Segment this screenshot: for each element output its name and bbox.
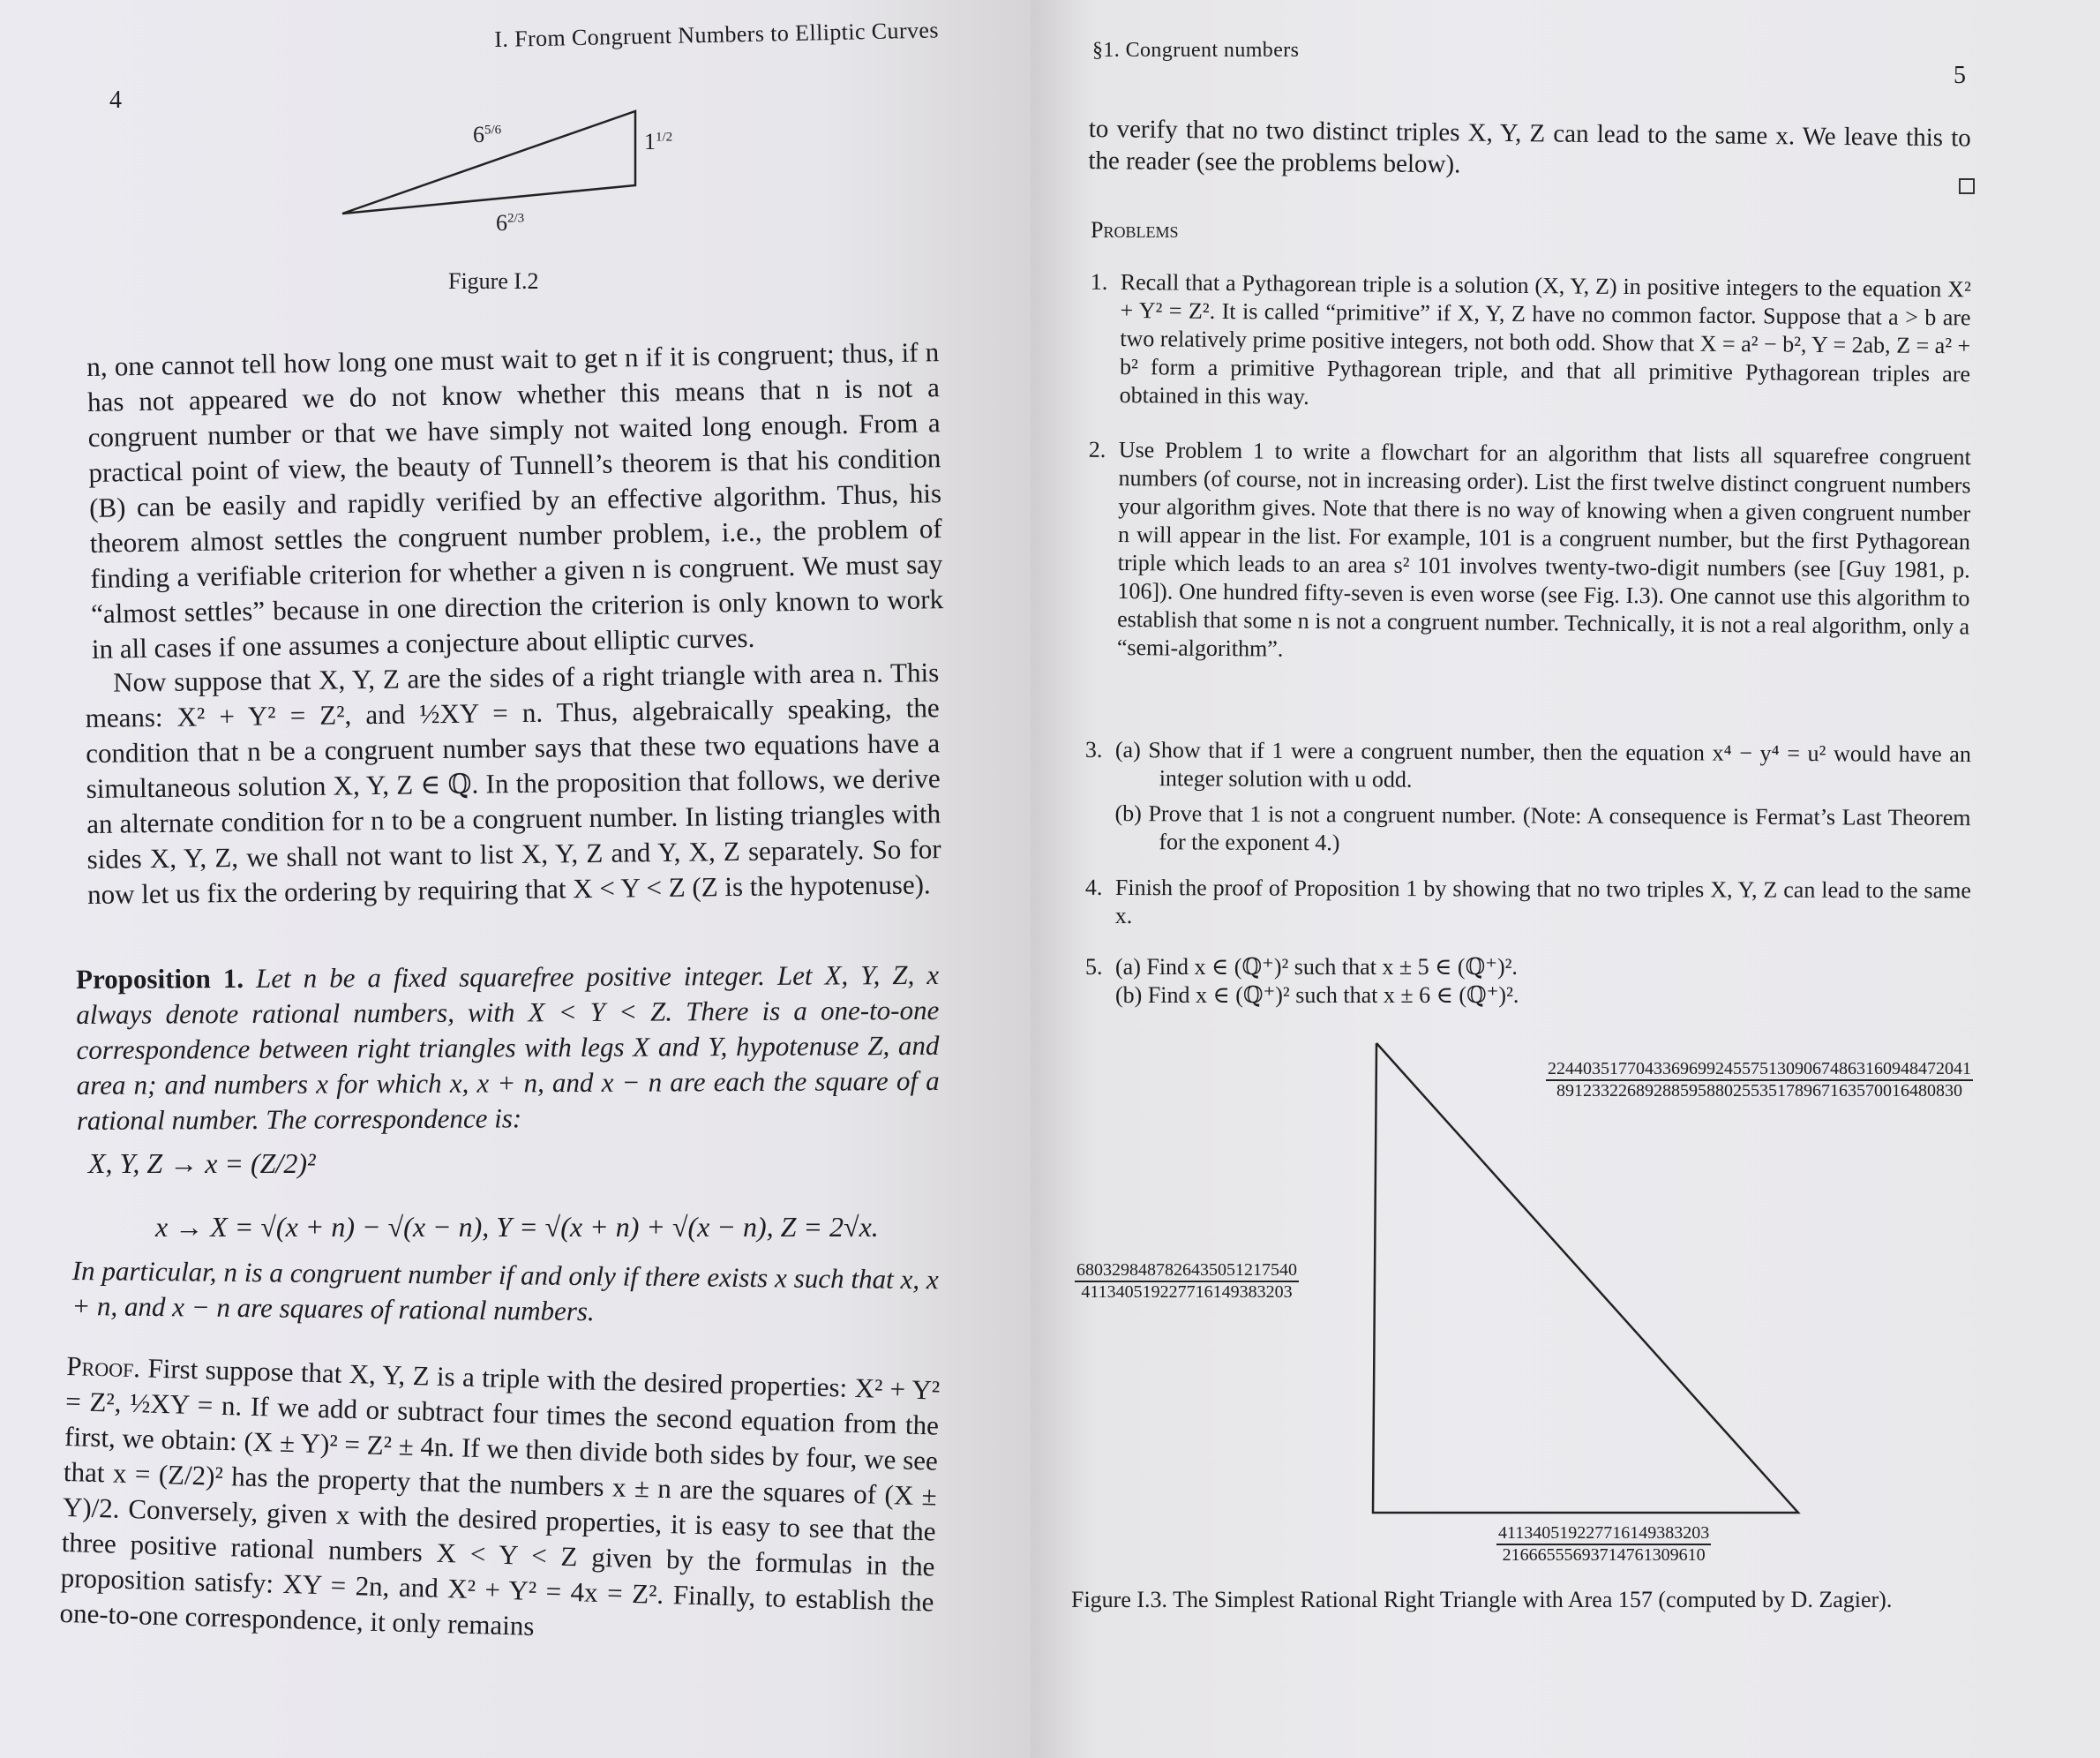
proof-label: Proof. xyxy=(65,1349,141,1384)
problem-5-part-a: (a) Find x ∈ (ℚ⁺)² such that x ± 5 ∈ (ℚ⁺)². xyxy=(1115,954,1518,980)
problem-number: 4. xyxy=(1084,874,1103,900)
vertical-leg-fraction xyxy=(1075,1260,1299,1303)
vertical-leg-numerator: 6803298487826435051217540 xyxy=(1075,1260,1299,1282)
proof-text: First suppose that X, Y, Z is a triple with the desired properties: X² + Y² = Z², ½XY = n. If we add or subtract four times the second equation from the first, we obtain: (X ± Y)² = Z² ± 4n. If we then divide both sides by four, we see that x = (Z/2)² has the property that the numbers x ± n are the squares of (X ± Y)/2. Conversely, given x with the desired properties, it is easy to see that the three positive rational numbers X < Y < Z given by the formulas in the proposition satisfy: XY = 2n, and X² + Y² = 4x = Z². Finally, to establish the one-to-one correspondence, it only remains xyxy=(59,1352,941,1642)
problem-1 xyxy=(1090,268,1971,417)
figure-1-2-caption: Figure I.2 xyxy=(448,268,539,294)
proposition-statement: Let n be a fixed squarefree positive integer. Let X, Y, Z, x always denote rational numbers, with X < Y < Z. There is a one-to-one correspondence between right triangles with legs X and Y, hypotenuse Z, and area n; and numbers x for which x, x + n, and x − n are each the square of a rational number. The correspondence is: xyxy=(76,958,940,1136)
problem-text: Finish the proof of Proposition 1 by showing that no two triples X, Y, Z can lead to the same x. xyxy=(1114,875,1971,929)
left-page xyxy=(0,0,1031,1758)
proposition-1 xyxy=(76,958,940,1138)
problem-2 xyxy=(1088,436,1971,669)
continuation-text: to verify that no two distinct triples X, Y, Z can lead to the same x. We leave this to the reader (see the problems below). xyxy=(1088,114,1971,179)
paragraph-tunnell: n, one cannot tell how long one must wait to get n if it is congruent; thus, if n has not appeared we do not know whether this means that n is not a congruent number or that we have simply not waited long enough. From a practical point of view, the beauty of Tunnell’s theorem is that his condition (B) can be easily and rapidly verified by an effective algorithm. Thus, his theorem almost settles the congruent number problem, i.e., the problem of finding a verifiable criterion for whether a given n is congruent. We must say “almost settles” because in one direction the criterion is only known to work in all cases if one assumes a conjecture about elliptic curves. xyxy=(86,336,944,665)
horizontal-leg-numerator: 411340519227716149383203 xyxy=(1496,1523,1711,1545)
proposition-label: Proposition 1. xyxy=(76,963,244,995)
horizontal-leg-denominator: 21666555693714761309610 xyxy=(1502,1545,1706,1565)
right-page xyxy=(1031,0,2100,1758)
problem-3 xyxy=(1084,736,1971,860)
hypotenuse-label: $6^{5/6}$ xyxy=(473,122,502,147)
paragraph-now-suppose: Now suppose that X, Y, Z are the sides of a right triangle with area n. This means: X² + Y² = Z², and ½XY = n. Thus, algebraically speaking, the condition that n be a congruent number says that these two equations have a simultaneous solution X, Y, Z ∈ ℚ. In the proposition that follows, we derive an alternate condition for n to be a congruent number. In listing triangles with sides X, Y, Z, we shall not want to list X, Y, Z and Y, X, Z separately. So for now let us fix the ordering by requiring that X < Y < Z (Z is the hypotenuse). xyxy=(85,657,941,910)
problem-3-part-b: (b) Prove that 1 is not a congruent number. (Note: A consequence is Fermat’s Last Theorem for the exponent 4.) xyxy=(1114,800,1971,856)
problem-text: Use Problem 1 to write a flowchart for an algorithm that lists all squarefree congruent numbers (of course, not in increasing order). List the first twelve distinct congruent numbers your algorithm gives. Note that there is no way of knowing when a given congruent number n will appear in the list. For example, 101 is a congruent number, but the first Pythagorean triple which leads to an area s² 101 involves twenty-two-digit numbers (see [Guy 1981, p. 106]). One hundred fifty-seven is even worse (see Fig. I.3). One cannot use this algorithm to establish that some n is not a congruent number. Technically, it is not a real algorithm, only a “semi-algorithm”. xyxy=(1116,436,1971,662)
horizontal-leg-label: $6^{2/3}$ xyxy=(496,210,525,236)
horizontal-leg-fraction xyxy=(1496,1523,1711,1566)
vertical-leg-label: $1^{1/2}$ xyxy=(644,129,673,154)
proposition-tail: In particular, n is a congruent number if and only if there exists x such that x, x + n, and x − n are squares of rational numbers. xyxy=(71,1254,939,1327)
running-head-right: §1. Congruent numbers xyxy=(1092,39,1300,62)
page-number-left: 4 xyxy=(109,86,122,114)
proof-paragraph xyxy=(59,1349,941,1656)
qed-box xyxy=(1959,178,1975,194)
problem-4 xyxy=(1084,874,1971,933)
formula-correspondence-2: x → X = √(x + n) − √(x − n), Y = √(x + n) + √(x − n), Z = 2√x. xyxy=(155,1211,879,1243)
problems-heading: Problems xyxy=(1091,217,1179,243)
problem-number: 2. xyxy=(1088,436,1106,462)
page-number-right: 5 xyxy=(1954,62,1966,89)
problem-number: 1. xyxy=(1090,268,1108,295)
problem-number: 5. xyxy=(1085,954,1103,980)
problem-text: Recall that a Pythagorean triple is a solution (X, Y, Z) in positive integers to the equation X² + Y² = Z². It is called “primitive” if X, Y, Z have no common factor. Suppose that a > b are two relatively prime positive integers, not both odd. Show that X = a² − b², Y = 2ab, Z = a² + b² form a primitive Pythagorean triple, and that all primitive Pythagorean triples are obtained in this way. xyxy=(1119,268,1971,409)
problem-number: 3. xyxy=(1084,736,1103,763)
hypotenuse-fraction xyxy=(1546,1059,1973,1101)
vertical-leg-denominator: 411340519227716149383203 xyxy=(1081,1282,1293,1302)
problem-3-part-a: (a) Show that if 1 were a congruent number, then the equation x⁴ − y⁴ = u² would have an integer solution with u odd. xyxy=(1114,737,1971,793)
hypotenuse-numerator: 224403517704336969924557513090674863160948472041 xyxy=(1546,1059,1973,1081)
hypotenuse-denominator: 8912332268928859588025535178967163570016480830 xyxy=(1556,1081,1962,1101)
formula-correspondence-1: X, Y, Z → x = (Z/2)² xyxy=(88,1147,316,1179)
running-head-left: I. From Congruent Numbers to Elliptic Curves xyxy=(494,17,940,52)
problem-5-part-b: (b) Find x ∈ (ℚ⁺)² such that x ± 6 ∈ (ℚ⁺)². xyxy=(1115,982,1519,1008)
triangle-shape xyxy=(1373,1043,1798,1513)
figure-1-3-caption: Figure I.3. The Simplest Rational Right Triangle with Area 157 (computed by D. Zagier). xyxy=(1071,1587,1893,1612)
figure-1-3-triangle xyxy=(1366,1033,1807,1527)
problem-5 xyxy=(1085,953,1971,1010)
